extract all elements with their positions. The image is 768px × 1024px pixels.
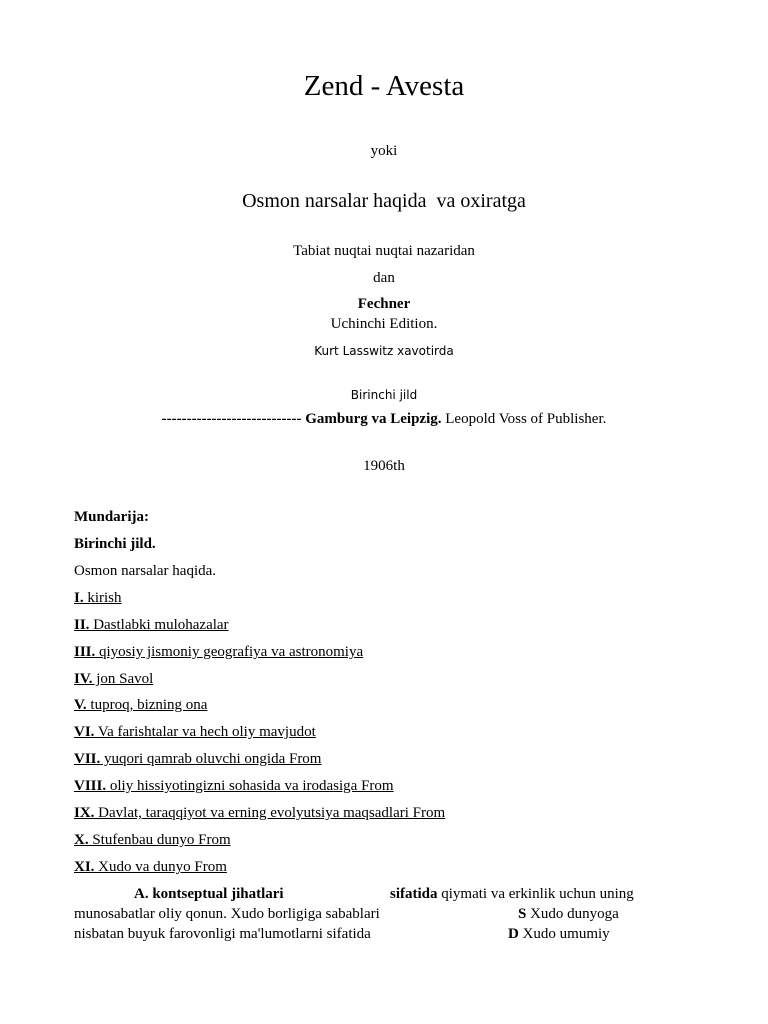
book-subtitle: Osmon narsalar haqida va oxiratga xyxy=(242,190,526,212)
toc-item-title: tuproq, bizning ona xyxy=(86,697,208,713)
toc-volume-heading: Birinchi jild. xyxy=(74,536,156,552)
paragraph-bold-letter: D xyxy=(508,926,519,942)
toc-item-number: IV. xyxy=(74,671,93,687)
toc-item-number: V. xyxy=(74,697,87,713)
publication-year: 1906th xyxy=(363,458,405,474)
toc-item-number: X. xyxy=(74,832,89,848)
toc-item-title: Dastlabki mulohazalar xyxy=(89,617,229,633)
toc-item-title: qiyosiy jismoniy geografiya va astronomiya xyxy=(95,644,364,660)
title-connector: yoki xyxy=(370,143,398,159)
toc-item-title: oliy hissiyotingizni sohasida va irodasiga From xyxy=(106,778,394,794)
toc-item[interactable] xyxy=(74,671,153,688)
toc-item[interactable] xyxy=(74,751,321,768)
toc-item-number: IX. xyxy=(74,805,95,821)
toc-item-number: I. xyxy=(74,590,84,606)
paragraph-bold-letter: S xyxy=(518,906,527,922)
toc-item-title: Xudo va dunyo From xyxy=(94,859,227,875)
paragraph-line xyxy=(74,924,714,944)
subtitle-line-2: dan xyxy=(373,270,395,286)
toc-item-title: yuqori qamrab oluvchi ongida From xyxy=(100,751,322,767)
toc-item-number: II. xyxy=(74,617,90,633)
editor-line: Kurt Lasswitz xavotirda xyxy=(314,344,454,358)
paragraph-bold-heading: A. kontseptual jihatlari xyxy=(134,886,284,902)
paragraph-text: munosabatlar oliy qonun. Xudo borligiga sabablari xyxy=(74,906,380,922)
paragraph-line xyxy=(74,884,714,904)
toc-section: Osmon narsalar haqida. xyxy=(74,563,217,579)
publisher-name: Leopold Voss of Publisher. xyxy=(441,411,607,427)
paragraph-text: Xudo umumiy xyxy=(518,926,610,942)
publisher-line xyxy=(0,411,768,428)
paragraph-text: qiymati va erkinlik uchun uning xyxy=(437,886,634,902)
toc-item[interactable] xyxy=(74,832,231,849)
paragraph-bold-word: sifatida xyxy=(390,886,438,902)
paragraph-line-text xyxy=(390,884,634,904)
toc-item-number: XI. xyxy=(74,859,95,875)
toc-item-number: VII. xyxy=(74,751,101,767)
toc-item-title: kirish xyxy=(83,590,122,606)
toc-item[interactable] xyxy=(74,617,229,634)
paragraph-line-text xyxy=(508,924,610,944)
publisher-dashes: ---------------------------- xyxy=(161,411,306,427)
toc-item[interactable] xyxy=(74,644,363,661)
subtitle-line-1: Tabiat nuqtai nuqtai nazaridan xyxy=(293,243,475,259)
paragraph-text: Xudo dunyoga xyxy=(526,906,619,922)
toc-heading: Mundarija: xyxy=(74,509,149,525)
toc-item[interactable] xyxy=(74,590,122,607)
toc-item-number: VIII. xyxy=(74,778,107,794)
toc-item[interactable] xyxy=(74,859,227,876)
toc-item-number: VI. xyxy=(74,724,95,740)
author-name: Fechner xyxy=(357,296,411,312)
toc-item[interactable] xyxy=(74,697,207,714)
paragraph-line-text xyxy=(518,904,619,924)
publisher-city: Gamburg va Leipzig. xyxy=(305,411,442,427)
toc-item-title: jon Savol xyxy=(92,671,154,687)
book-title: Zend - Avesta xyxy=(303,70,465,102)
paragraph-line xyxy=(74,904,714,924)
toc-item-title: Davlat, taraqqiyot va erning evolyutsiya maqsadlari From xyxy=(94,805,446,821)
toc-item-title: Stufenbau dunyo From xyxy=(88,832,231,848)
toc-item[interactable] xyxy=(74,778,394,795)
paragraph-text: nisbatan buyuk farovonligi ma'lumotlarni sifatida xyxy=(74,926,371,942)
toc-item-number: III. xyxy=(74,644,96,660)
toc-item-title: Va farishtalar va hech oliy mavjudot xyxy=(94,724,316,740)
summary-paragraph xyxy=(74,884,714,944)
toc-item[interactable] xyxy=(74,805,445,822)
toc-item[interactable] xyxy=(74,724,316,741)
volume-label: Birinchi jild xyxy=(350,388,418,402)
edition-line: Uchinchi Edition. xyxy=(330,316,438,332)
